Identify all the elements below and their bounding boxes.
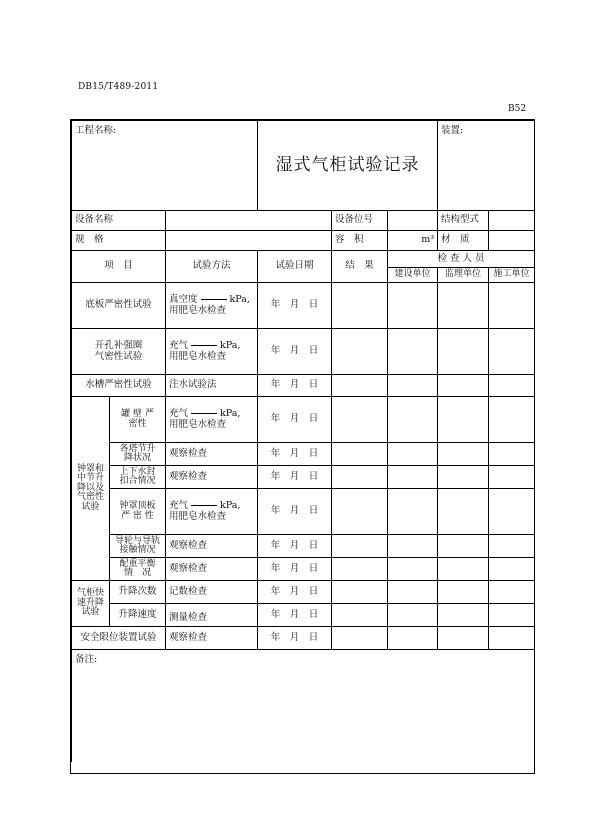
result-field[interactable] (332, 604, 388, 627)
sign-construction[interactable] (388, 443, 438, 466)
sign-builder[interactable] (489, 397, 535, 443)
method-prefix: 充气 (169, 407, 189, 419)
sign-construction[interactable] (388, 466, 438, 489)
sign-supervision[interactable] (438, 329, 489, 375)
device-cell[interactable] (438, 121, 535, 211)
spec-field[interactable] (166, 231, 332, 251)
method-guide-wheel: 观察检查 (166, 535, 258, 558)
item-water-seal: 上下水封扣合情况 (110, 466, 166, 489)
method-unit: kPa, (229, 293, 250, 305)
method-unit: kPa, (220, 499, 241, 511)
method-prefix: 充气 (169, 339, 189, 351)
sign-builder[interactable] (489, 627, 535, 650)
sign-supervision[interactable] (438, 443, 489, 466)
sign-construction[interactable] (388, 581, 438, 604)
result-field[interactable] (332, 558, 388, 581)
volume-field[interactable] (388, 231, 438, 251)
date-field[interactable]: 年 月 日 (258, 466, 332, 489)
item-opening: 开孔补强圈气密性试验 (72, 329, 166, 375)
table-row (72, 443, 535, 466)
sign-supervision[interactable] (438, 558, 489, 581)
col-result: 结 果 (332, 251, 388, 283)
col-supervision-unit: 监理单位 (438, 268, 489, 283)
form-title: 湿式气柜试验记录 (258, 121, 438, 211)
method-opening (166, 329, 258, 375)
project-name-cell[interactable] (72, 121, 258, 211)
sign-supervision[interactable] (438, 466, 489, 489)
item-bell-top: 钟罩顶板 严 密 性 (110, 489, 166, 535)
date-field[interactable]: 年 月 日 (258, 375, 332, 397)
item-tank-wall: 罐 壁 严密性 (110, 397, 166, 443)
date-field[interactable]: 年 月 日 (258, 627, 332, 650)
method-tank-wall (166, 397, 258, 443)
sign-builder[interactable] (489, 329, 535, 375)
sign-supervision[interactable] (438, 397, 489, 443)
method-unit: kPa, (220, 339, 241, 351)
sign-supervision[interactable] (438, 375, 489, 397)
material-label: 材 质 (438, 231, 489, 251)
sign-construction[interactable] (388, 375, 438, 397)
sign-construction[interactable] (388, 627, 438, 650)
item-counterweight: 配重平衡情 况 (110, 558, 166, 581)
method-tower-lift: 观察检查 (166, 443, 258, 466)
sign-construction[interactable] (388, 604, 438, 627)
sign-supervision[interactable] (438, 489, 489, 535)
result-field[interactable] (332, 375, 388, 397)
sign-builder[interactable] (489, 375, 535, 397)
table-row (72, 329, 535, 375)
sign-construction[interactable] (388, 558, 438, 581)
method-safety-limit: 观察检查 (166, 627, 258, 650)
item-safety-limit: 安全限位装置试验 (72, 627, 166, 650)
volume-label: 容 积 (332, 231, 388, 251)
equipment-name-field[interactable] (166, 211, 332, 231)
table-row (72, 466, 535, 489)
date-field[interactable]: 年 月 日 (258, 489, 332, 535)
sign-construction[interactable] (388, 489, 438, 535)
result-field[interactable] (332, 443, 388, 466)
method-counterweight: 观察检查 (166, 558, 258, 581)
method-bell-top (166, 489, 258, 535)
result-field[interactable] (332, 283, 388, 329)
method-line2: 用肥皂水检查 (169, 510, 227, 522)
col-construction-unit: 建设单位 (388, 268, 438, 283)
group-fast-lift-label: 气柜快速升降试验 (72, 581, 110, 627)
date-field[interactable]: 年 月 日 (258, 443, 332, 466)
sign-builder[interactable] (489, 489, 535, 535)
sign-construction[interactable] (388, 397, 438, 443)
sign-builder[interactable] (489, 535, 535, 558)
sign-supervision[interactable] (438, 627, 489, 650)
method-lift-speed: 测量检查 (166, 604, 258, 627)
date-field[interactable]: 年 月 日 (258, 558, 332, 581)
method-water-seal: 观察检查 (166, 466, 258, 489)
sign-construction[interactable] (388, 283, 438, 329)
remarks-area[interactable] (72, 650, 535, 762)
pressure-blank[interactable] (191, 505, 217, 506)
date-field[interactable]: 年 月 日 (258, 329, 332, 375)
method-line2: 用肥皂水检查 (169, 350, 227, 362)
equipment-position-field[interactable] (388, 211, 438, 231)
sign-builder[interactable] (489, 466, 535, 489)
method-lift-times: 记数检查 (166, 581, 258, 604)
equipment-position-label: 设备位号 (332, 211, 388, 231)
table-row (72, 375, 535, 397)
result-field[interactable] (332, 329, 388, 375)
spec-label: 规 格 (72, 231, 166, 251)
table-row (72, 283, 535, 329)
date-field[interactable]: 年 月 日 (258, 581, 332, 604)
sign-builder[interactable] (489, 558, 535, 581)
project-name-label: 工程名称: (75, 125, 117, 136)
sign-builder[interactable] (489, 581, 535, 604)
method-bottom-plate (166, 283, 258, 329)
result-field[interactable] (332, 489, 388, 535)
item-water-tank: 水槽严密性试验 (72, 375, 166, 397)
method-line2: 用肥皂水检查 (169, 304, 227, 316)
equipment-name-label: 设备名称 (72, 211, 166, 231)
table-row (72, 558, 535, 581)
method-prefix: 充气 (169, 499, 189, 511)
structure-type-field[interactable] (489, 211, 535, 231)
col-date: 试验日期 (258, 251, 332, 283)
col-method: 试验方法 (166, 251, 258, 283)
item-tower-lift: 各塔节升降状况 (110, 443, 166, 466)
table-row (72, 604, 535, 627)
structure-type-label: 结构型式 (438, 211, 489, 231)
result-field[interactable] (332, 535, 388, 558)
method-water-tank: 注水试验法 (166, 375, 258, 397)
record-form (70, 119, 535, 774)
method-line2: 用肥皂水检查 (169, 418, 227, 430)
standard-number: DB15/T489-2011 (78, 82, 159, 92)
date-field[interactable]: 年 月 日 (258, 604, 332, 627)
device-label: 装置: (441, 125, 464, 136)
item-bottom-plate: 底板严密性试验 (72, 283, 166, 329)
table-row (72, 397, 535, 443)
date-field[interactable]: 年 月 日 (258, 283, 332, 329)
sign-builder[interactable] (489, 604, 535, 627)
sign-construction[interactable] (388, 329, 438, 375)
sign-supervision[interactable] (438, 535, 489, 558)
table-row (72, 627, 535, 650)
date-field[interactable]: 年 月 日 (258, 397, 332, 443)
col-builder-unit: 施工单位 (489, 268, 535, 283)
sign-builder[interactable] (489, 443, 535, 466)
material-field[interactable] (489, 231, 535, 251)
group-bell-label: 钟罩和中节升降以及气密性试验 (72, 397, 110, 581)
item-lift-times: 升降次数 (110, 581, 166, 604)
remarks-label: 备注: (75, 654, 98, 665)
pressure-blank[interactable] (191, 345, 217, 346)
result-field[interactable] (332, 627, 388, 650)
col-inspectors: 检 查 人 员 (388, 251, 535, 268)
sign-supervision[interactable] (438, 604, 489, 627)
pressure-blank[interactable] (201, 299, 227, 300)
sign-builder[interactable] (489, 283, 535, 329)
method-unit: kPa, (220, 407, 241, 419)
sign-supervision[interactable] (438, 283, 489, 329)
date-field[interactable]: 年 月 日 (258, 535, 332, 558)
pressure-blank[interactable] (191, 413, 217, 414)
item-lift-speed: 升降速度 (110, 604, 166, 627)
table-row (72, 489, 535, 535)
item-guide-wheel: 导轮与导轨接触情况 (110, 535, 166, 558)
result-field[interactable] (332, 397, 388, 443)
table-row (72, 535, 535, 558)
sign-construction[interactable] (388, 535, 438, 558)
col-item: 项 目 (72, 251, 166, 283)
result-field[interactable] (332, 466, 388, 489)
record-table (71, 120, 535, 762)
sign-supervision[interactable] (438, 581, 489, 604)
volume-unit: m³ (421, 234, 435, 246)
form-code: B52 (508, 104, 527, 114)
table-row (72, 581, 535, 604)
method-prefix: 真空度 (169, 293, 198, 305)
result-field[interactable] (332, 581, 388, 604)
